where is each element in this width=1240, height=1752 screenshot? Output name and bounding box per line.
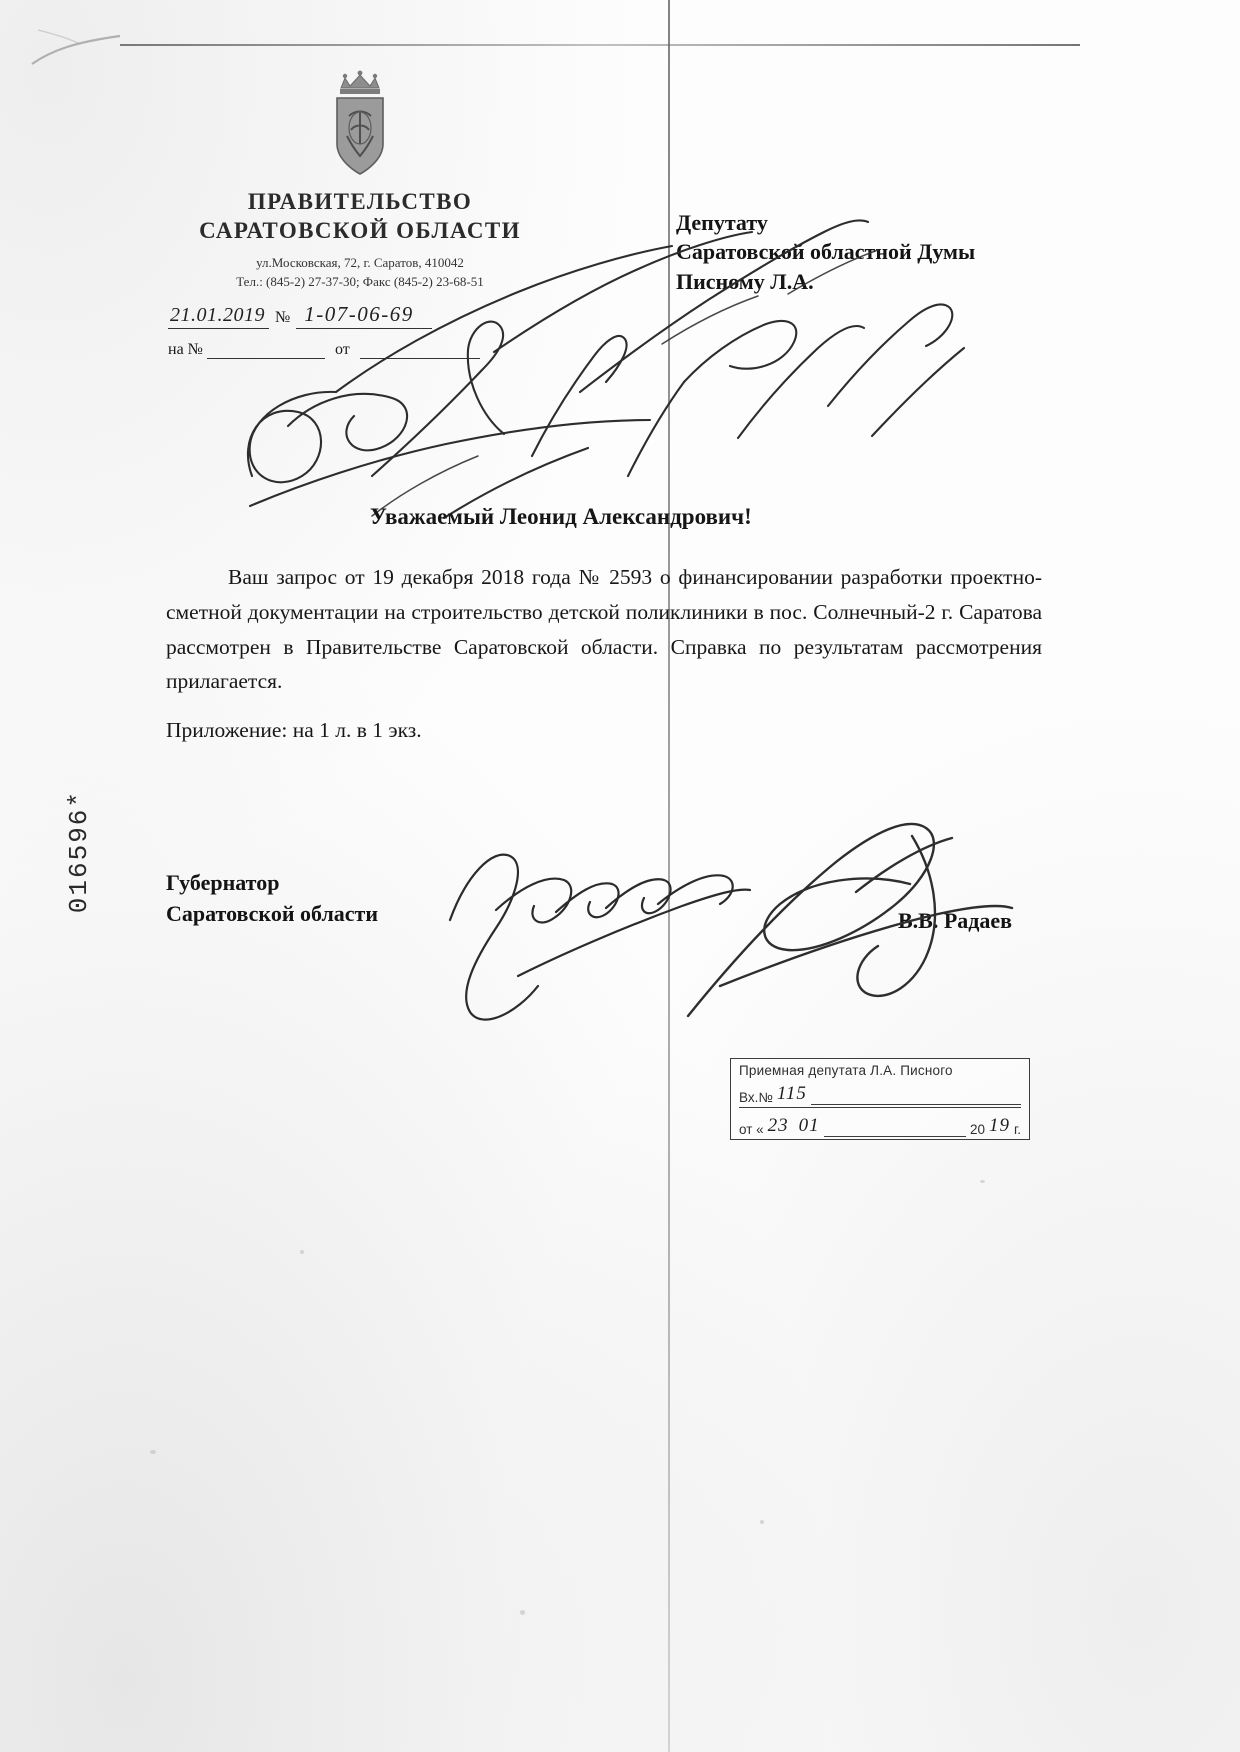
incoming-number-blank <box>207 344 325 359</box>
reference-number: 1-07-06-69 <box>296 302 431 329</box>
addressee-line-2: Саратовской областной Думы <box>676 239 976 265</box>
reference-block <box>168 302 508 359</box>
letterhead <box>150 70 570 291</box>
scan-speck <box>520 1610 525 1615</box>
org-name-line-1: ПРАВИТЕЛЬСТВО <box>247 189 473 214</box>
coat-of-arms-icon <box>321 70 399 180</box>
addressee-line-1: Депутату <box>676 210 768 235</box>
stamp-incoming-fill <box>811 1092 1021 1105</box>
scan-speck <box>300 1250 304 1254</box>
salutation: Уважаемый Леонид Александрович! <box>370 504 752 529</box>
scan-speck <box>980 1180 985 1183</box>
scan-speck <box>760 1520 764 1524</box>
stamp-title: Приемная депутата Л.А. Писного <box>739 1063 953 1078</box>
from-date-blank <box>360 344 480 359</box>
stamp-incoming-label: Вх.№ <box>739 1090 773 1105</box>
org-phones: Тел.: (845-2) 27-37-30; Факс (845-2) 23-68-51 <box>236 274 484 290</box>
signer-title <box>166 868 378 930</box>
stamp-date-fill <box>824 1124 966 1137</box>
reference-number-label: № <box>275 309 291 326</box>
stamp-year-label: 20 <box>969 1122 985 1137</box>
reference-date: 21.01.2019 <box>168 304 269 329</box>
scan-speck <box>150 1450 156 1454</box>
org-name-line-2: САРАТОВСКОЙ ОБЛАСТИ <box>199 217 521 243</box>
scan-corner-artifact <box>28 20 128 80</box>
stamp-incoming-value: 115 <box>776 1083 807 1104</box>
page-fold-line <box>668 0 670 1752</box>
stamp-year-suffix: г. <box>1013 1122 1021 1137</box>
stamp-date-day: 23 <box>767 1115 789 1136</box>
addressee-block <box>676 208 1076 296</box>
letter-body-paragraph: Ваш запрос от 19 декабря 2018 года № 2593 о финансировании разработки проектно-сметной документации на строительство детской поликлиники в пос. Солнечный-2 г. Саратова рассмотрен в Правительстве Саратовской области. Справка по результатам рассмотрения прилагается. <box>166 565 1042 694</box>
signer-name: В.В. Радаев <box>898 908 1013 933</box>
document-side-number: 016596* <box>64 790 94 914</box>
scan-edge-line <box>120 44 1080 46</box>
signer-title-line-2: Саратовской области <box>166 900 379 926</box>
letter-body <box>166 560 1042 699</box>
attachment-note: Приложение: на 1 л. в 1 экз. <box>166 718 422 742</box>
incoming-number-label: на № <box>168 341 203 358</box>
signer-title-line-1: Губернатор <box>166 870 280 895</box>
stamp-date-label: от « <box>739 1122 764 1137</box>
stamp-date-month: 01 <box>798 1115 820 1136</box>
handwritten-signature-governor <box>430 836 760 1036</box>
incoming-stamp <box>730 1058 1030 1140</box>
addressee-line-3: Писному Л.А. <box>676 268 814 294</box>
org-address: ул.Московская, 72, г. Саратов, 410042 <box>256 254 464 270</box>
stamp-year-value: 19 <box>988 1115 1010 1136</box>
from-date-label: от <box>334 341 350 358</box>
